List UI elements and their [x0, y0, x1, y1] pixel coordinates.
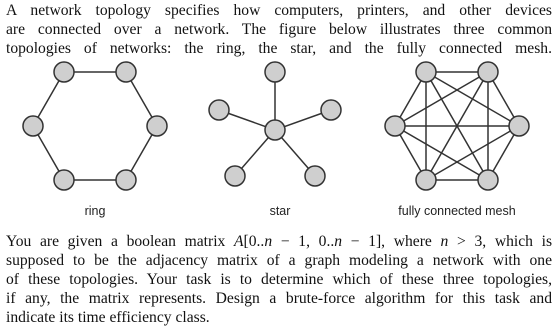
mesh-caption: fully connected mesh — [398, 204, 516, 218]
ring-node — [116, 170, 136, 190]
ring-node — [116, 62, 136, 82]
intro-line-1: A network topology specifies how computers, printers, and other devices — [6, 2, 552, 19]
mesh-node — [416, 170, 436, 190]
task-paragraph — [6, 232, 552, 327]
star-caption: star — [269, 204, 291, 218]
task-line-5: indicate its time efficiency class. — [6, 309, 210, 326]
ring-topology-diagram — [20, 58, 170, 198]
star-node — [305, 166, 325, 186]
mesh-topology-diagram — [382, 58, 532, 198]
ring-caption: ring — [84, 204, 106, 218]
intro-line-3: topologies of networks: the ring, the star, and the fully connected mesh. — [6, 40, 552, 57]
mesh-edge — [395, 72, 488, 126]
task-line-1: You are given a boolean matrix A[0..n − 1, 0..n − 1], where n > 3, which is — [6, 233, 553, 250]
intro-line-2: are connected over a network. The figure below illustrates three common — [6, 21, 552, 38]
star-hub-node — [265, 120, 285, 140]
mesh-node — [478, 170, 498, 190]
ring-node — [54, 170, 74, 190]
task-line-4: if any, the matrix represents. Design a brute-force algorithm for this task and — [6, 290, 552, 307]
mesh-node — [509, 116, 529, 136]
mesh-edge — [426, 126, 519, 180]
ring-node — [54, 62, 74, 82]
star-topology-diagram — [205, 58, 345, 198]
task-line-2: supposed to be the adjacency matrix of a graph modeling a network with one — [6, 252, 552, 269]
star-node — [265, 62, 285, 82]
task-line-3: of these topologies. Your task is to determine which of these three topologies, — [6, 271, 552, 288]
star-node — [225, 166, 245, 186]
mesh-node — [478, 62, 498, 82]
mesh-edge — [395, 126, 488, 180]
mesh-node — [416, 62, 436, 82]
intro-paragraph — [6, 1, 552, 58]
ring-node — [147, 116, 167, 136]
star-node — [321, 100, 341, 120]
mesh-node — [385, 116, 405, 136]
star-node — [209, 100, 229, 120]
ring-node — [23, 116, 43, 136]
